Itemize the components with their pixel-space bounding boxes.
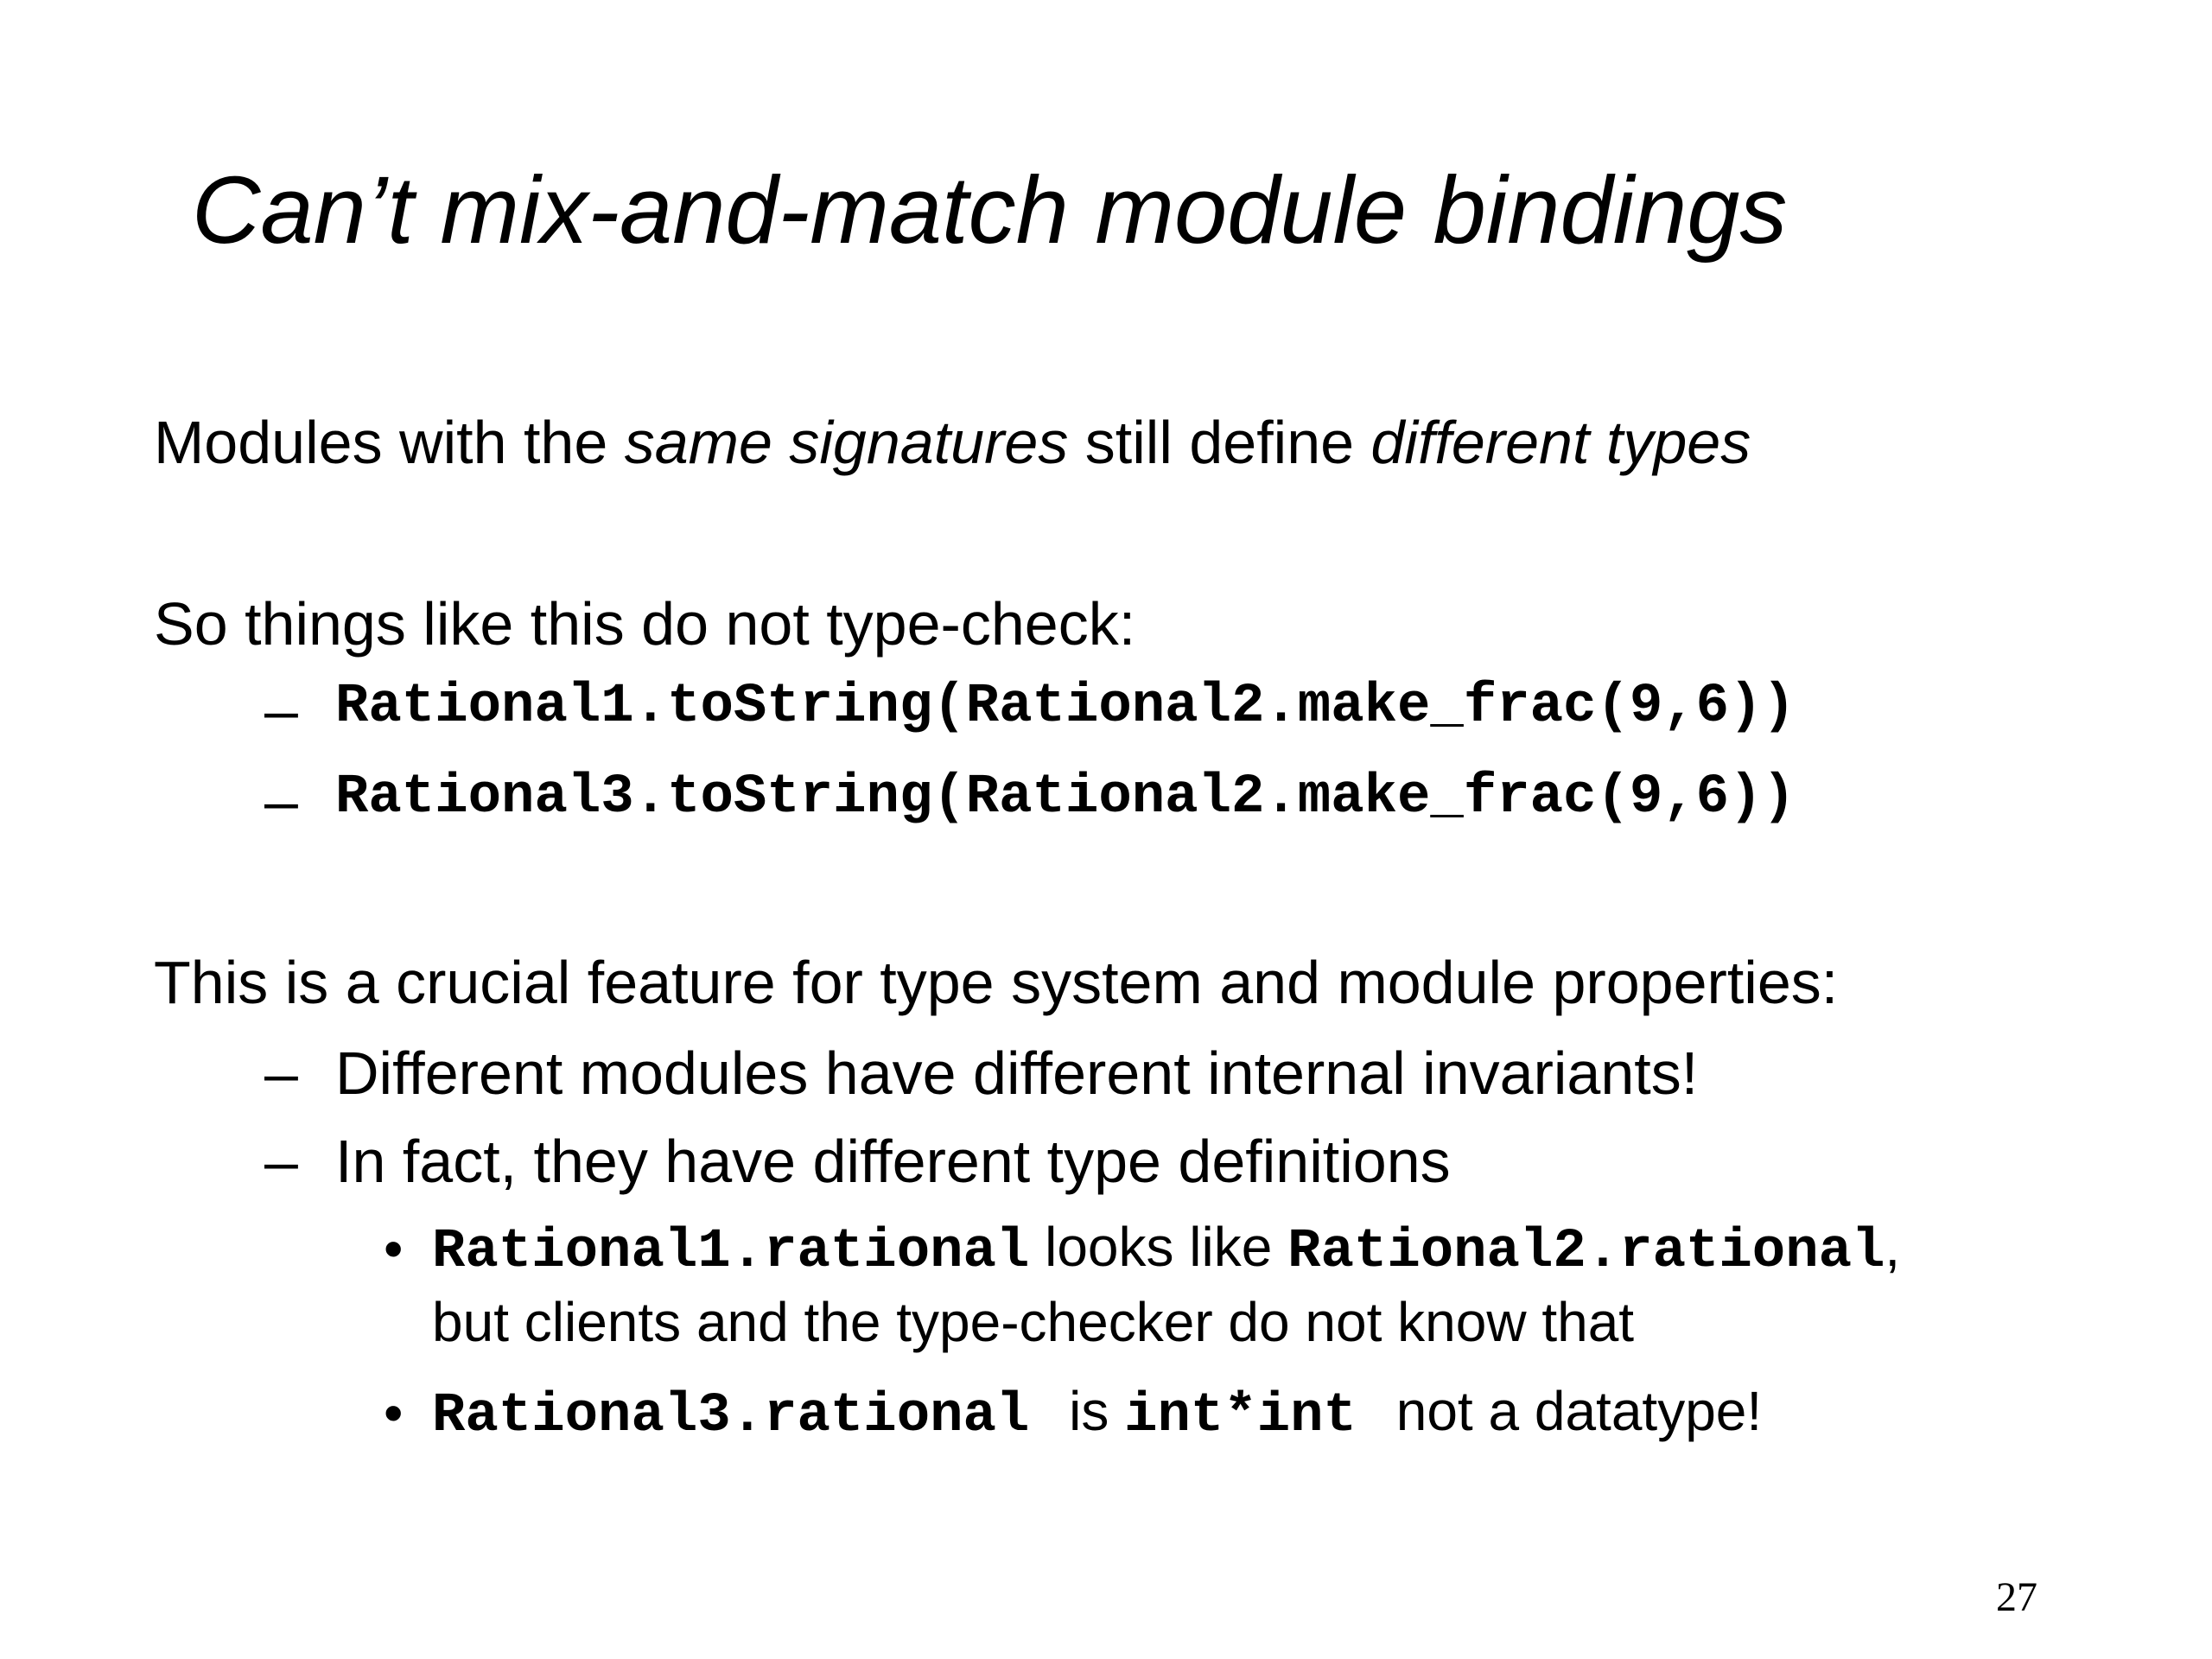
subitem-text-is: is (1053, 1380, 1125, 1442)
code-rational2-rational: Rational2.rational (1287, 1221, 1885, 1283)
code-rational1-rational: Rational1.rational (432, 1221, 1030, 1283)
dash-marker: – (264, 767, 298, 835)
dash-marker: – (264, 1128, 298, 1195)
slide-title: Can’t mix-and-match module bindings (192, 157, 1788, 264)
code-rational3-rational: Rational3.rational (432, 1385, 1030, 1447)
subitem-rational3-int-int (432, 1378, 1762, 1450)
subitem-continuation: but clients and the type-checker do not know that (432, 1291, 1635, 1353)
dash-marker: – (264, 677, 298, 744)
p1-text-2: still define (1068, 409, 1371, 476)
p1-emphasis-same-signatures: same signatures (624, 409, 1069, 476)
page-number: 27 (1996, 1574, 2037, 1620)
p1-text-1: Modules with the (154, 409, 625, 476)
paragraph-crucial-feature: This is a crucial feature for type system and module properties: (154, 949, 1839, 1016)
code-line-rational1: Rational1.toString(Rational2.make_frac(9,6)) (335, 676, 1796, 738)
paragraph-type-check: So things like this do not type-check: (154, 590, 1136, 658)
p1-emphasis-different-types: different types (1370, 409, 1751, 476)
bullet-marker: • (384, 1217, 404, 1280)
dash-marker: – (264, 1039, 298, 1107)
subitem-text-not-datatype: not a datatype! (1380, 1380, 1763, 1442)
paragraph-modules-signatures (154, 406, 1751, 479)
item-different-invariants: Different modules have different internal invariants! (335, 1039, 1699, 1107)
subitem-comma: , (1885, 1216, 1901, 1278)
subitem-rational1-looks-like (432, 1214, 1900, 1286)
item-different-type-definitions: In fact, they have different type definitions (335, 1128, 1451, 1195)
subitem-text-looks-like: looks like (1029, 1216, 1288, 1278)
code-line-rational3: Rational3.toString(Rational2.make_frac(9,6)) (335, 766, 1796, 829)
code-int-int: int*int (1124, 1385, 1357, 1447)
bullet-marker: • (384, 1382, 404, 1444)
